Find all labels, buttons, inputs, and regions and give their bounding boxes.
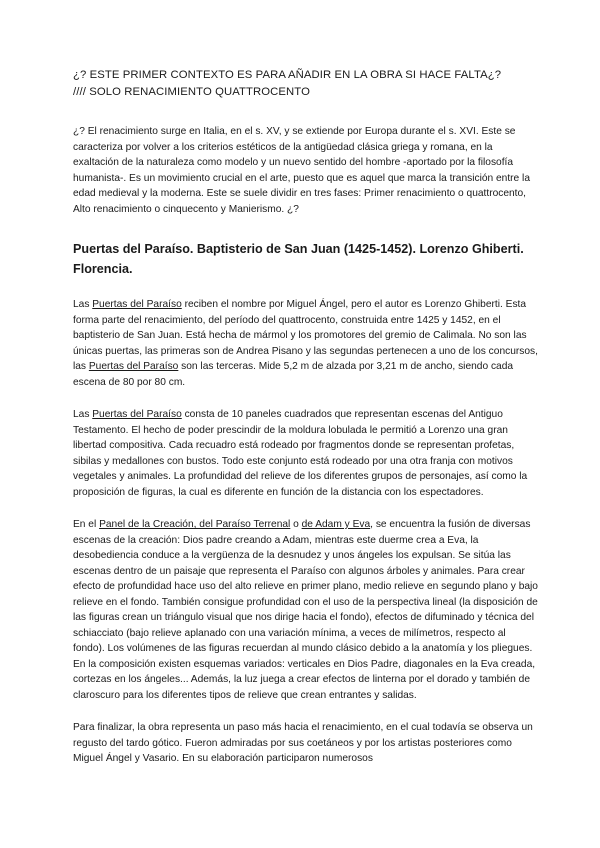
header-line-1: ¿? ESTE PRIMER CONTEXTO ES PARA AÑADIR EN LA OBRA SI HACE FALTA¿? bbox=[73, 69, 502, 81]
paragraph-1-text-3: son las terceras. Mide 5,2 m de alzada por 3,21 m de ancho, siendo cada escena de 80 por 80 cm. bbox=[73, 361, 514, 388]
puertas-paraiso-link[interactable]: Puertas del Paraíso bbox=[92, 409, 182, 420]
intro-paragraph: ¿? El renacimiento surge en Italia, en el s. XV, y se extiende por Europa durante el s. XVI. Este se caracteriza por volver a los criterios estéticos de la antigüedad clásica griega y romana, en la exaltación de la naturaleza como modelo y un nuevo sentido del hombre -aportado por la filosofía humanista-. Es un movimiento crucial en el arte, puesto que es aquel que marca la transición entre la edad medieval y la moderna. Este se suele dividir en tres fases: Primer renacimiento o quattrocento, Alto renacimiento o cinquecento y Manierismo. ¿? bbox=[73, 126, 530, 215]
paragraph-2-text-2: consta de 10 paneles cuadrados que representan escenas del Antiguo Testamento. El hecho de poder prescindir de la moldura lobulada le permitió a Lorenzo una gran libertad compositiva. Cada recuadro está rodeado por fragmentos donde se representan profetas, sibilas y medallones con bustos. Todo este conjunto está rodeado por una otra franja con motivos vegetales y animales. La profundidad del relieve de los diferentes grupos de personajes, así como la proposición de figuras, la cual es diferente en función de la distancia con los espectadores. bbox=[73, 409, 528, 498]
paragraph-3-text-1: En el bbox=[73, 519, 100, 530]
document-page bbox=[73, 67, 539, 767]
paragraph-2-text-1: Las bbox=[73, 409, 93, 420]
header-line-2: //// SOLO RENACIMIENTO QUATTROCENTO bbox=[73, 86, 310, 98]
paragraph-1-text-1: Las bbox=[73, 299, 93, 310]
paragraph-3-text-2: o bbox=[290, 519, 302, 530]
adam-eva-link[interactable]: de Adam y Eva bbox=[301, 519, 371, 530]
puertas-paraiso-link[interactable]: Puertas del Paraíso bbox=[88, 361, 179, 372]
section-title: Puertas del Paraíso. Baptisterio de San Juan (1425-1452). Lorenzo Ghiberti. Florencia. bbox=[73, 242, 524, 276]
panel-creacion-link[interactable]: Panel de la Creación, del Paraíso Terrenal bbox=[99, 519, 291, 530]
paragraph-2 bbox=[73, 407, 539, 500]
paragraph-3 bbox=[73, 517, 539, 703]
paragraph-3-text-3: , se encuentra la fusión de diversas escenas de la creación: Dios padre creando a Adam, mientras este duerme crea a Eva, la desobediencia conduce a la vergüenza de la desnudez y unos ángeles los expulsan. Se sitúa las escenas dentro de un paisaje que representa el Paraíso con algunos árboles y animales. Para crear efecto de profundidad hace uso del alto relieve en primer plano, medio relieve en segundo plano y bajo relieve en el fondo. También consigue profundidad con el uso de la perspectiva lineal (la disposición de las figuras crean un triángulo visual que nos dirige hacia el fondo), efectos de difuminado y técnica del schiacciato (bajo relieve aplanado con una variación mínima, a veces de milímetros, respecto al fondo). Los volúmenes de las figuras recuerdan al mundo clásico debido a la anatomía y los pliegues. En la composición existen esquemas variados: verticales en Dios Padre, diagonales en la Eva creada, cortezas en los ángeles... Además, la luz juega a crear efectos de linterna por el dorado y también de claroscuro para los diferentes tipos de relieve que crean entrantes y salidas. bbox=[73, 519, 538, 701]
paragraph-1-text-2: reciben el nombre por Miguel Ángel, pero el autor es Lorenzo Ghiberti. Esta forma parte del renacimiento, del período del quattrocento, construida entre 1425 y 1452, en el baptisterio de San Juan. Está hecha de mármol y los promotores del gremio de Calimala. No son las únicas puertas, las primeras son de Andrea Pisano y las segundas pertenecen a uno de los concursos, las bbox=[73, 299, 538, 372]
paragraph-4: Para finalizar, la obra representa un paso más hacia el renacimiento, en el cual todavía se observa un regusto del tardo gótico. Fueron admiradas por sus coetáneos y por los artistas posteriores como Miguel Ángel y Vasario. En su elaboración participaron numerosos bbox=[73, 722, 533, 764]
puertas-paraiso-link[interactable]: Puertas del Paraíso bbox=[92, 299, 182, 310]
paragraph-1 bbox=[73, 297, 539, 390]
